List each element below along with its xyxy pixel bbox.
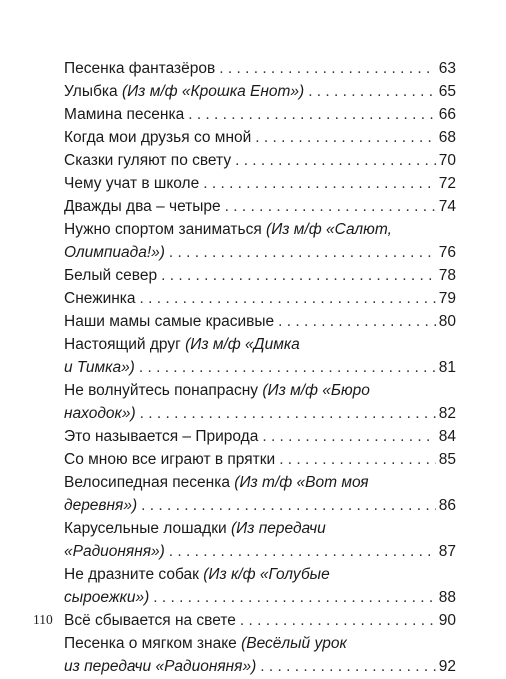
dot-leader bbox=[225, 195, 436, 218]
toc-entry-page: 63 bbox=[438, 60, 456, 77]
toc-entry-title: Настоящий друг bbox=[64, 336, 181, 353]
toc-entry bbox=[64, 218, 456, 264]
dot-leader bbox=[188, 103, 436, 126]
dot-leader bbox=[140, 402, 436, 425]
toc-entry-title: Снежинка bbox=[64, 290, 136, 307]
toc-entry-title: Карусельные лошадки bbox=[64, 520, 227, 537]
toc-entry bbox=[64, 310, 456, 333]
toc-entry-page: 92 bbox=[438, 658, 456, 675]
toc-entry-note-continued: находок») bbox=[64, 405, 136, 422]
dot-leader bbox=[140, 287, 436, 310]
toc-entry bbox=[64, 80, 456, 103]
dot-leader bbox=[235, 149, 436, 172]
toc-entry-title: Мамина песенка bbox=[64, 106, 185, 123]
dot-leader bbox=[139, 356, 436, 379]
toc-entry-title: Это называется – Природа bbox=[64, 428, 259, 445]
toc-entry-page: 72 bbox=[438, 175, 456, 192]
toc-entry-title: Песенка о мягком знаке bbox=[64, 635, 237, 652]
toc-entry-note: (Весёлый урок bbox=[241, 635, 347, 652]
toc-entry-page: 87 bbox=[438, 543, 456, 560]
toc-entry bbox=[64, 471, 456, 517]
toc-entry-title: Когда мои друзья со мной bbox=[64, 129, 252, 146]
toc-entry bbox=[64, 172, 456, 195]
toc-entry-title: Со мною все играют в прятки bbox=[64, 451, 276, 468]
toc-entry-page: 66 bbox=[438, 106, 456, 123]
toc-entry-page: 70 bbox=[438, 152, 456, 169]
toc-entry-page: 88 bbox=[438, 589, 456, 606]
dot-leader bbox=[255, 126, 435, 149]
toc-entry bbox=[64, 103, 456, 126]
dot-leader bbox=[278, 310, 436, 333]
toc-entry-page: 65 bbox=[438, 83, 456, 100]
toc-entry bbox=[64, 448, 456, 471]
toc-entry-page: 85 bbox=[438, 451, 456, 468]
toc-entry-title: Белый север bbox=[64, 267, 158, 284]
toc-entry-title: Дважды два – четыре bbox=[64, 198, 221, 215]
toc-entry-title: Не волнуйтесь понапрасну bbox=[64, 382, 259, 399]
toc-entry bbox=[64, 425, 456, 448]
dot-leader bbox=[169, 241, 436, 264]
toc-entry bbox=[64, 333, 456, 379]
toc-entry-note-continued: из передачи «Радионяня») bbox=[64, 658, 257, 675]
toc-entry bbox=[64, 379, 456, 425]
toc-entry-note: (Из м/ф «Салют, bbox=[266, 221, 392, 238]
toc-entry-page: 74 bbox=[438, 198, 456, 215]
toc-entry-title: Улыбка bbox=[64, 83, 118, 100]
toc-entry-title: Велосипедная песенка bbox=[64, 474, 230, 491]
toc-entry-page: 90 bbox=[438, 612, 456, 629]
toc-entry-note: (Из м/ф «Крошка Енот») bbox=[121, 83, 305, 100]
table-of-contents bbox=[64, 57, 456, 678]
dot-leader bbox=[260, 655, 436, 678]
dot-leader bbox=[279, 448, 436, 471]
toc-entry-note: (Из м/ф «Бюро bbox=[262, 382, 370, 399]
toc-entry-note-continued: деревня») bbox=[64, 497, 138, 514]
dot-leader bbox=[161, 264, 436, 287]
dot-leader bbox=[141, 494, 436, 517]
toc-entry-note: (Из т/ф «Вот моя bbox=[234, 474, 369, 491]
dot-leader bbox=[308, 80, 436, 103]
toc-entry-page: 76 bbox=[438, 244, 456, 261]
toc-entry bbox=[64, 563, 456, 609]
dot-leader bbox=[169, 540, 436, 563]
toc-entry-note-continued: «Радионяня») bbox=[64, 543, 165, 560]
toc-entry bbox=[64, 149, 456, 172]
dot-leader bbox=[219, 57, 436, 80]
toc-entry bbox=[64, 517, 456, 563]
toc-entry bbox=[64, 195, 456, 218]
toc-entry-page: 81 bbox=[438, 359, 456, 376]
toc-entry bbox=[64, 57, 456, 80]
toc-entry-title: Всё сбывается на свете bbox=[64, 612, 236, 629]
toc-entry-page: 82 bbox=[438, 405, 456, 422]
toc-entry bbox=[64, 609, 456, 632]
toc-entry-page: 86 bbox=[438, 497, 456, 514]
toc-entry-title: Нужно спортом заниматься bbox=[64, 221, 262, 238]
toc-entry-note-continued: Олимпиада!») bbox=[64, 244, 165, 261]
dot-leader bbox=[240, 609, 436, 632]
toc-entry-title: Чему учат в школе bbox=[64, 175, 200, 192]
toc-entry-page: 80 bbox=[438, 313, 456, 330]
toc-entry-title: Не дразните собак bbox=[64, 566, 199, 583]
toc-entry bbox=[64, 264, 456, 287]
toc-entry bbox=[64, 126, 456, 149]
toc-entry bbox=[64, 632, 456, 678]
toc-entry-note: (Из м/ф «Димка bbox=[185, 336, 300, 353]
toc-entry-title: Сказки гуляют по свету bbox=[64, 152, 232, 169]
dot-leader bbox=[262, 425, 435, 448]
toc-entry bbox=[64, 287, 456, 310]
toc-entry-page: 84 bbox=[438, 428, 456, 445]
toc-entry-page: 78 bbox=[438, 267, 456, 284]
toc-entry-note-continued: сыроежки») bbox=[64, 589, 150, 606]
dot-leader bbox=[153, 586, 436, 609]
toc-entry-title: Песенка фантазёров bbox=[64, 60, 216, 77]
toc-entry-title: Наши мамы самые красивые bbox=[64, 313, 275, 330]
toc-entry-note-continued: и Тимка») bbox=[64, 359, 135, 376]
toc-entry-page: 68 bbox=[438, 129, 456, 146]
toc-entry-note: (Из к/ф «Голубые bbox=[203, 566, 330, 583]
toc-entry-page: 79 bbox=[438, 290, 456, 307]
page-number: 110 bbox=[33, 612, 53, 627]
dot-leader bbox=[203, 172, 436, 195]
toc-entry-note: (Из передачи bbox=[230, 520, 326, 537]
